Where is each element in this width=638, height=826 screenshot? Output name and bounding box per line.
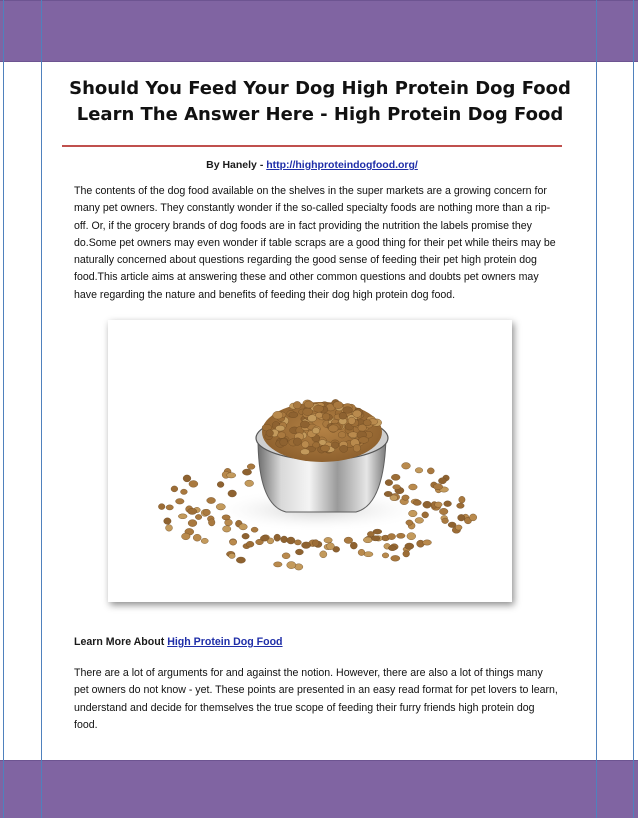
kibble-piece — [455, 525, 462, 530]
kibble-piece — [278, 432, 286, 439]
kibble-piece — [353, 444, 360, 452]
kibble-piece — [247, 464, 255, 470]
kibble-piece — [338, 432, 346, 438]
kibble-piece — [260, 535, 268, 541]
kibble-piece — [287, 537, 295, 544]
kibble-piece — [328, 425, 338, 432]
kibble-piece — [282, 553, 290, 559]
kibble-piece — [409, 510, 418, 517]
kibble-piece — [363, 420, 371, 426]
kibble-piece — [435, 502, 443, 507]
kibble-piece — [382, 553, 389, 558]
kibble-piece — [388, 546, 396, 551]
kibble-piece — [229, 553, 236, 558]
kibble-piece — [178, 514, 187, 519]
kibble-piece — [413, 500, 421, 506]
page-title: Should You Feed Your Dog High Protein Dog Food Learn The Answer Here - High Protein Dog Food — [69, 78, 571, 125]
kibble-piece — [457, 503, 465, 508]
header-band — [0, 0, 638, 62]
kibble-piece — [339, 412, 347, 419]
kibble-piece — [300, 449, 309, 455]
kibble-piece — [280, 438, 288, 446]
kibble-piece — [245, 480, 254, 486]
kibble-piece — [183, 475, 191, 482]
kibble-piece — [459, 496, 465, 503]
kibble-piece — [385, 480, 393, 486]
kibble-piece — [438, 478, 446, 484]
kibble-piece — [371, 536, 380, 541]
frame-line-right-inner — [596, 0, 597, 826]
kibble-piece — [230, 539, 237, 545]
intro-paragraph: The contents of the dog food available on the shelves in the super markets are a growing concern for many pet owners. They constantly wonder if the so-called specialty foods are nothing more than a rip-off. Or, if the grocery brands of dog foods are in fact providing the nutrition the labels promise they do.Some pet owners may even wonder if table scraps are a good thing for their pet while theirs may be naturally concerned about questions regarding the good sense of feeding their pet high protein dog food.This article aims at answering these and other common questions and doubts pet owners may have regarding the nature and benefits of feeding their dog high protein dog food. — [74, 185, 556, 301]
kibble-piece — [223, 526, 231, 532]
kibble-piece — [189, 481, 198, 488]
kibble-piece — [236, 557, 245, 563]
kibble-piece — [239, 524, 247, 530]
kibble-piece — [181, 489, 188, 494]
kibble-piece — [313, 442, 320, 448]
footer-band — [0, 760, 638, 820]
kibble-piece — [333, 401, 343, 408]
kibble-piece — [308, 415, 317, 422]
kibble-piece — [266, 430, 274, 437]
learn-more-line — [74, 634, 560, 650]
title-divider — [62, 145, 562, 147]
kibble-piece — [251, 527, 258, 532]
kibble-piece — [304, 401, 314, 408]
learn-more-prefix: Learn More About — [74, 636, 168, 648]
kibble-piece — [273, 411, 283, 419]
kibble-piece — [331, 442, 339, 448]
kibble-piece — [182, 533, 191, 540]
kibble-piece — [193, 534, 201, 541]
kibble-piece — [407, 533, 416, 540]
kibble-piece — [300, 421, 309, 428]
kibble-piece — [176, 499, 185, 505]
kibble-piece — [393, 485, 401, 490]
byline-prefix: By Hanely - — [206, 159, 267, 171]
kibble-piece — [353, 410, 362, 417]
kibble-piece — [444, 501, 452, 507]
kibble-piece — [327, 543, 335, 550]
frame-line-left-outer — [3, 0, 4, 826]
kibble-piece — [348, 417, 355, 424]
kibble-piece — [207, 497, 216, 503]
kibble-piece — [195, 514, 202, 519]
kibble-piece — [228, 490, 237, 497]
byline — [62, 158, 562, 172]
kibble-piece — [423, 540, 432, 545]
kibble-piece — [388, 534, 396, 540]
kibble-piece — [350, 542, 357, 549]
kibble-piece — [274, 562, 283, 567]
kibble-piece — [409, 484, 418, 490]
kibble-piece — [402, 495, 409, 500]
kibble-piece — [188, 508, 197, 514]
kibble-piece — [324, 537, 332, 543]
kibble-piece — [295, 549, 303, 555]
kibble-piece — [343, 407, 353, 414]
kibble-piece — [469, 514, 476, 521]
kibble-piece — [276, 425, 285, 431]
kibble-piece — [289, 412, 298, 418]
kibble-piece — [415, 468, 423, 473]
kibble-piece — [422, 512, 429, 518]
kibble-piece — [227, 473, 236, 478]
kibble-piece — [302, 441, 309, 448]
kibble-piece — [402, 463, 411, 470]
kibble-piece — [293, 401, 301, 408]
kibble-piece — [391, 474, 400, 480]
kibble-piece — [242, 469, 251, 475]
kibble-piece — [390, 495, 398, 501]
kibble-piece — [281, 536, 288, 543]
kibble-piece — [344, 537, 353, 543]
kibble-piece — [320, 551, 327, 558]
kibble-piece — [171, 486, 178, 492]
kibble-piece — [364, 552, 373, 557]
kibble-piece — [340, 445, 348, 452]
kibble-piece — [359, 437, 369, 444]
footer-strip — [0, 818, 638, 826]
learn-more-link[interactable]: High Protein Dog Food — [167, 636, 283, 648]
kibble-piece — [363, 537, 372, 543]
kibble-piece — [246, 541, 254, 547]
kibble-piece — [397, 533, 406, 538]
kibble-piece — [222, 515, 230, 520]
kibble-piece — [415, 518, 424, 524]
kibble-piece — [322, 413, 330, 420]
body-paragraph: There are a lot of arguments for and against the notion. However, there are also a lot of things many pet owners do not know - yet. These points are presented in an easy read format for pet lovers to learn, understand and decide for themselves the true scope of feeding their furry friends high protein dog food. — [74, 667, 558, 731]
frame-line-left-inner — [41, 0, 42, 826]
kibble-piece — [427, 468, 434, 474]
source-link[interactable]: http://highproteindogfood.org/ — [266, 159, 418, 171]
kibble-piece — [302, 542, 311, 549]
kibble-piece — [442, 518, 449, 524]
kibble-piece — [166, 505, 173, 510]
kibble-piece — [217, 482, 224, 488]
kibble-piece — [405, 543, 414, 549]
kibble-piece — [201, 538, 208, 543]
kibble-piece — [403, 551, 410, 557]
kibble-piece — [158, 504, 165, 510]
kibble-piece — [358, 549, 365, 555]
kibble-piece — [166, 525, 173, 532]
kibble-piece — [433, 484, 442, 490]
dog-food-bowl-photo — [108, 320, 512, 602]
kibble-piece — [287, 562, 296, 569]
kibble-piece — [242, 533, 249, 539]
kibble-piece — [391, 555, 400, 561]
kibble-piece — [458, 514, 465, 521]
kibble-piece — [208, 519, 215, 526]
kibble-piece — [293, 438, 301, 446]
kibble-piece — [406, 520, 413, 525]
kibble-piece — [439, 508, 448, 514]
kibble-piece — [203, 509, 211, 515]
kibble-piece — [312, 540, 319, 547]
kibble-piece — [321, 445, 330, 452]
kibble-piece — [348, 432, 358, 438]
kibble-piece — [423, 501, 432, 508]
kibble-piece — [313, 405, 323, 412]
kibble-piece — [312, 428, 320, 434]
kibble-piece — [216, 504, 225, 510]
kibble-piece — [164, 518, 171, 525]
frame-line-right-outer — [633, 0, 634, 826]
kibble-piece — [274, 534, 281, 541]
kibble-piece — [188, 520, 197, 527]
kibble-piece — [294, 540, 301, 545]
